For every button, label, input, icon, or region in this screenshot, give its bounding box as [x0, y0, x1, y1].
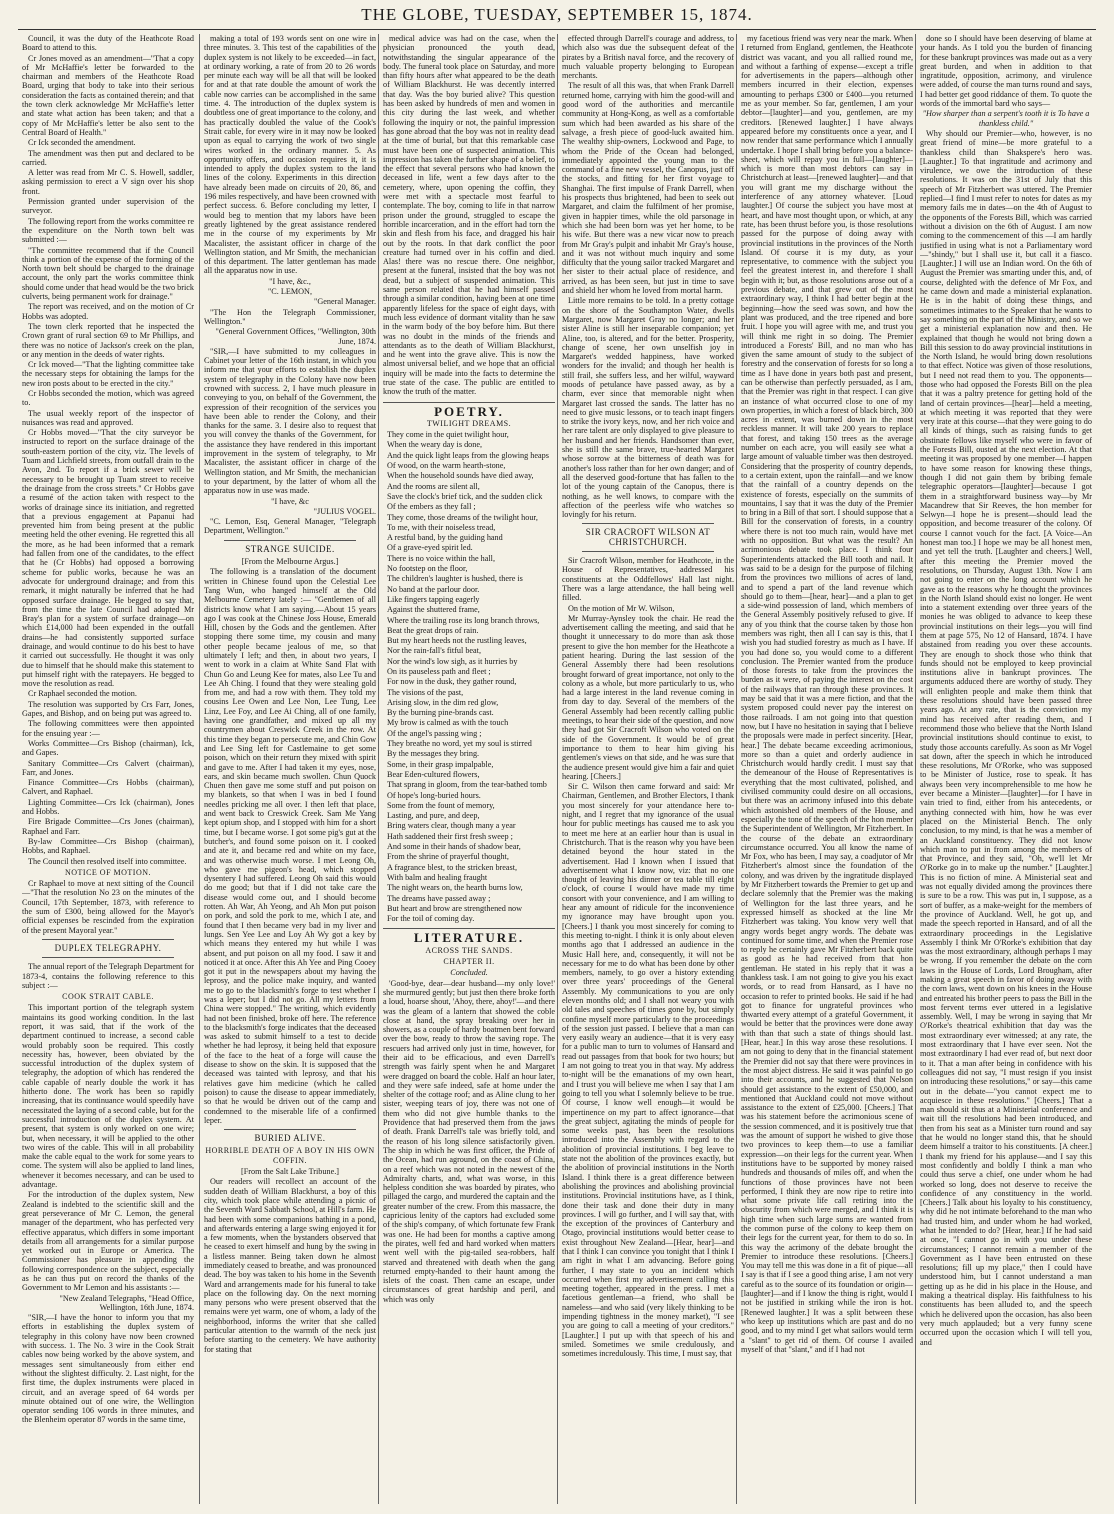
paragraph: The following committees were then appointed for the ensuing year :—: [22, 719, 194, 738]
column-divider: [557, 34, 558, 1504]
paragraph: my facetious friend was very near the mark. When I returned from England, gentlemen, the Heathcote district was vacant, and you all rallied round me, and without a farthing of expense—except a trifle for advertisements in the papers—although other members incurred in their election, expenses amounting to perhaps £300 or £400—you returned me as your member. So far, gentlemen, I am your debtor—[laughter]—and you, gentlemen, are my creditors. [Renewed laughter.] I have always appeared before my constituents once a year, and I now render that same performance which I annually undertake. I hope I shall bring before you a balance-sheet, which will repay you in full—[laughter]—which is more than most debtors can say in Christchurch at least—[renewed laughter]—and that you will grant me my discharge without the interference of any attorney whatever. [Loud laughter.] Of course the subject you have most at heart, and have most thought upon, or which, at any rate, has been thrust before you, is those resolutions passed for the purpose of doing away with provincial institutions in the provinces of the North Island. Of course it is my duty, as your representative, to commence with the subject you feel the greatest interest in, and therefore I shall begin with it; but, as those resolutions arose out of a previous debate, and that grew out of the most extraordinary way, I think I had better begin at the beginning—how the seed was sown, and how the plant was produced, and the tree ripened and bore fruit. I hope you will agree with me, and trust you will think me right in so doing. The Premier introduced a Forests' Bill, and no man who has given the same amount of study to the subject of forestry and the conservation of forests for so long a time as I have done in years both past and present, can be otherwise than perfectly persuaded, as I am, that the Premier was right in that respect. I can give an instance of what occurred close to one of my own properties, in which a forest of black birch, 300 acres in extent, was burned down in the most reckless manner. It will take 200 years to replace that forest, and taking 150 trees as the average number on each acre, you will easily see what a large amount of valuable timber was then destroyed. Considering that the prosperity of country depends, to a certain extent, upon the rainfall—and we know that the rainfall of a country depends on the existence of forests, especially on the summits of mountains, I say that it was the duty of the Premier to bring in a Bill of that sort. I should suppose that a Bill for the conservation of forests, in a country where there is not too much rain, would have met with no opposition. But what was the result? An acrimonious debate took place. I think four Superintendents attacked the Bill tooth and nail. It was said to be a design for the purpose of filching from the provinces two millions of acres of land, and to spend a part of the land revenue which should go to them—[hear, hear]—and a plan to get a side-wind possession of land, which members of the General Assembly positively refused to give. If any of you think that the course taken by those hon members was right, then all I can say is this, that I wish you had studied forestry as much as I have. If you had done so, you would come to a different conclusion. The Premier wanted from the produce of those forests to take from the provinces the burden as it were, of paying the interest on the cost of the railways that ran through these provinces. It may be said that it was a mere fiction, and that the system proposed could never pay the interest on those railroads. I am not going into that question now, but I have no hesitation in saying that I believe the proposals were made in perfect sincerity. [Hear, hear.] The debate became exceeding acrimonious, more so than a quiet and orderly audience in Christchurch would hardly credit. I must say that the demeanour of the House of Representatives is everything that the most cultivated, polished, and civilised community could desire on all occasions, but there was an acrimony infused into this debate which astonished old members of the House, and especially the tone of the speech of the hon member the Superintendent of Wellington, Mr Fitzherbert. In the course of the debate an extraordinary circumstance occurred. You all know the name of Mr Fox, who has been, I may say, a coadjutor of Mr Fitzherbert's almost since the foundation of the colony, and was driven by the ingratitude displayed by Mr Fitzherbert towards the Premier to get up and declare solemnly that the Premier was the making of Wellington for the last three years, and he expressed himself as shocked at the line Mr Fitzherbert was taking. You know very well that angry words beget angry words. The debate was continued for some time, and when the Premier rose to reply he certainly gave Mr Fitzherbert back quite as good as he had received from that hon gentleman. He stated in his reply that it was a thankless task. I am not going to give you his exact words, or to read from Hansard, as I have no occasion to refer to printed books. He said if he had got to finance for ungrateful provinces who thwarted every attempt of a grateful Government, it would be better that the provinces were done away with than that such a state of things should last. [Hear, hear.] In this way arose these resolutions. I am not going to deny that in the financial statement the Premier did not say that there were provinces in the most abject distress. He said it was painful to go into their accounts, and he suggested that Nelson should get assistance to the extent of £50,000, and mentioned that Auckland could not move without assistance to the extent of £25,000. [Cheers.] That was his statement before the acrimonious scene of the session commenced, and it is positively true that was the amount of support he wished to give those two provinces to keep them—to use a familiar expression—on their legs for the current year. When institutions have to be supported by money raised hundreds and thousands of miles off, and when the functions of those provinces have not been performed, I think they are now ripe to retire into what some private life call retiring into the obscurity from which were merged, and I think it is high time when such large sums are wanted from the common purse of the colony to keep them on their legs for the current year, for them to do so. In this way the acrimony of the debate brought the Premier to introduce these resolutions. [Cheers.] You may tell me this was done in a fit of pique—all I say is that if I see a good thing arise, I am not very careful as to the source of its foundation or origin—[laughter]—and if I know the thing is right, would I not be justified in striking while the iron is hot. [Renewed laughter.] It was a split between these who keep up institutions which are past and do no good, and to my mind I get what sailors would term a "slant" to get rid of them. Of course I availed myself of that "slant," and if I had not: [741, 34, 913, 1354]
paragraph: Cr Raphael to move at next sitting of the Council—"That the resolution No 23 on the minutes of the Council, 17th September, 1873, with reference to the sum of £300, being allowed for the Mayor's official expenses be rescinded from the expiration of the present Mayoral year.": [22, 879, 194, 935]
paragraph: The amendment was then put and declared to be carried.: [22, 148, 194, 167]
poem-line: My brow is calmed as with the touch: [387, 718, 509, 728]
paragraph: The resolution was supported by Crs Farr, Jones, Gapes, and Bishop, and on being put was agreed to.: [22, 699, 194, 719]
column-3: [383, 34, 555, 1504]
section-heading: COOK STRAIT CABLE.: [62, 992, 154, 1002]
poem-line: Of wood, on the warm hearth-stone,: [387, 461, 506, 471]
divider: [42, 939, 174, 940]
poem-line: Save the clock's brief tick, and the sudden click: [387, 491, 543, 501]
poem-line: Of hope's long-buried hours.: [387, 790, 481, 800]
column-divider: [199, 34, 200, 1504]
paragraph: The result of all this was, that when Frank Darrell returned home, carrying with him the good-will and good word of the authorities and mercantile community at Hong-Kong, as well as a comfortable sum which had been awarded as his share of the salvage, a fresh piece of good-luck awaited him. The wealthy ship-owners, Lockwood and Page, to whom the Pride of the Ocean had belonged, immediately appointed the young man to the command of a fine new vessel, the Canopus, just off the stocks, and fitting for her first voyage to Shanghai. The first impulse of Frank Darrell, when his prospects thus brightened, had been to seek out Margaret, and claim the fulfilment of her promise, given in happier times, while the old parsonage in which she had been born was yet her home, to be his wife. But there was a new vicar now to preach from Mr Gray's pulpit and inhabit Mr Gray's house, and it was not without much inquiry and some difficulty that the young sailor tracked Margaret and her sister to their actual place of residence, and arrived, as has been seen, but just in time to save and shield her whom he loved from mortal harm.: [562, 81, 734, 296]
poem-line: Bring waters clear, though many a year: [387, 821, 516, 831]
poem-line: They breathe no word, yet my soul is stirred: [387, 739, 532, 749]
poem-line: The visions of the past,: [387, 687, 464, 697]
poem-line: Of the embers as they fall ;: [387, 502, 476, 512]
poem-line: Like fingers tapping eagerly: [387, 594, 480, 604]
paragraph: Cr Raphael seconded the motion.: [28, 689, 137, 699]
chapter-title: CHAPTER II.: [443, 957, 495, 967]
paragraph: Cr Hobbs moved—"That the city surveyor be instructed to report on the surface drainage of the south-eastern portion of the city, viz. The levels of Tuam and Lichfield streets, from outfall drain to the Avon, 2nd. To report if a brick sewer will be necessary to be brought up Tuam street to receive the drainage from the cross streets." Cr Hobbs gave a resumé of the action taken with respect to the works of drainage since its initiation, and regretted that a previous engagement at Papanui had prevented him from being present at the public meeting held the other evening. He regretted this all the more, as he had been informed that a remark had fallen from one of the candidates, to the effect that he (Cr Hobbs) had opposed a borrowing scheme for public works, because he was an advocate for underground drainage; and from this remark, it might naturally be inferred that he had opposed surface drainage. He begged to say that, from the time the late Council had adopted Mr Bray's plan for a system of surface drainage—on which £14,000 had been expended in the outfall drains—he had consistently supported surface drainage, and would continue to do his best to have it carried out successfully. He thought it was only due to himself that he should make this statement to put himself right with the ratepayers. He begged to move the resolution as read.: [22, 428, 194, 689]
paragraph: "The committee recommend that if the Council think a portion of the expense of the forming of the North town belt should be charged to the drainage account, the only part the works committee think should come under that head would be the two brick culverts, being permanent work for drainage.": [22, 245, 194, 302]
paragraph: The following report from the works committee re the expenditure on the North town belt was submitted :—: [22, 216, 194, 245]
column-1: [22, 34, 194, 1504]
poem-line: From the shrine of prayerful thought,: [387, 852, 509, 862]
signature-line: "I have, &c.,: [269, 276, 311, 286]
paragraph: For the introduction of the duplex system, New Zealand is indebted to the scientific skill and the great perseverance of Mr C. Lemon, the general manager of the department, who has perfected very effective apparatus, which differs in some important details from all arrangements for a similar purpose yet worked out in Europe or America. The Commissioner has pleasure in appending the following correspondence on the subject, especially as he can thus put on record the thanks of the Government to Mr Lemon and his assistants :—: [22, 1190, 194, 1293]
poem-line: And the quick light leaps from the glowing heaps: [387, 450, 549, 460]
divider: [582, 523, 714, 524]
poem-line: The night wears on, the hearth burns low,: [387, 883, 523, 893]
article-subheading: HORRIBLE DEATH OF A BOY IN HIS OWN COFFIN.: [205, 1146, 375, 1165]
poem-line: Where the trailing rose its long branch throws,: [387, 615, 540, 625]
poem-line: Of the angel's passing wing ;: [387, 728, 482, 738]
paragraph: Cr Ick moved—"That the lighting committee take the necessary steps for obtaining the lamps for the new iron posts about to be erected in the city.": [22, 360, 194, 388]
poem-line: To me, with their noiseless tread,: [387, 522, 496, 532]
paragraph: Sir C. Wilson then came forward and said: Mr Chairman, Gentlemen, and Brother Electors, I thank you most sincerely for your attendance here to-night, and I regret that my ignorance of the usual hour for public meetings has caused me to ask you to meet me here at an earlier hour than is usual in Christchurch. That is the reason why you have been detained beyond the hour stated in the advertisement. Had I known when I issued that advertisement what I know now, viz: that no one thought of leaving his dinner or tea table till eight o'clock, of course I would have made my time consort with your convenience, and I am willing to hear any amount of ridicule for the inconvenience my ignorance may have brought upon you. [Cheers.] I thank you most sincerely for coming to this meeting to-night. I think it is only about eleven months ago that I addressed an audience in the Music Hall here, and, consequently, it will not be necessary for me to do what has been done by other members, namely, to go over a history extending over three years' proceedings of the General Assembly. My communications to you are only eleven months old; and I shall not weary you with old tales and speeches of times gone by, but simply confine myself more particularly to the proceedings of the session just passed. I believe that a man can very easily weary an audience—that it is very easy for a public man to turn to volumes of Hansard and read out passages from that book for two hours; but I am not going to treat you in that way. My address to-night will be the emanations of my own heart, and I trust you will believe me when I say that I am going to tell you what I solemnly believe to be true. Of course, I know well enough—it would be impertinence on my part to affect ignorance—that the great subject, agitating the minds of people for some weeks past, has been the resolutions introduced into the Assembly with regard to the abolition of provincial institutions. I beg leave to state not the abolition of the provinces exactly, but the abolition of provincial institutions in the North Island. I think there is a great difference between abolishing the provinces and abolishing provincial institutions. Provincial institutions have, as I think, done their task and done their duty in many provinces. I will go further, and I will say that, with the exception of the provinces of Canterbury and Otago, provincial institutions would better cease to exist throughout New Zealand—[Hear, hear]—and that I think I can convince you tonight that I think I am right in what I am advancing. Before going further, I may state to you an incident which occurred when first my advertisement calling this meeting together, appeared in the press. I met a facetious gentleman—a friend, who shall be nameless—and who said (very likely thinking to be impending tightness in the money market), "I see you are going to call a meeting of your creditors." [Laughter.] I put up with that speech of his and smiled. Sometimes we smile credulously, and sometimes incredulously. This time, I must say, that: [562, 782, 734, 1359]
column-divider: [378, 34, 379, 1504]
divider: [582, 551, 714, 552]
poem-line: The dreams have passed away ;: [387, 893, 491, 903]
poem-line: For the toil of coming day.: [387, 914, 475, 924]
paragraph: The Council then resolved itself into committee.: [28, 856, 187, 866]
source-line: [From the Salt Lake Tribune.]: [240, 1167, 339, 1177]
section-title: POETRY.: [383, 402, 555, 416]
poem-line: They come, those dreams of the twilight hour,: [387, 512, 538, 522]
paragraph: Sir Cracroft Wilson, member for Heathcote, in the House of Representatives, addressed his constituents at the Oddfellows' Hall last night. There was a large attendance, the hall being well filled.: [562, 556, 734, 603]
poem-line: By the burning pine-brands cast.: [387, 708, 494, 718]
paragraph: A letter was read from Mr C. S. Howell, saddler, asking permission to erect a V sign over his shop front.: [22, 168, 194, 196]
column-2: [204, 34, 376, 1504]
paragraph: making a total of 193 words sent on one wire in three minutes. 3. This test of the capabilities of the duplex system is not likely to be exceeded—in fact, at ordinary working, a rate of from 20 to 26 words per minute each way will be all that will be looked for and at that rate double the amount of work the cable now carries can be accomplished in the same time. 4. The introduction of the duplex system is doubtless one of great importance to the colony, and has practically doubled the value of the Cook's Strait cable, for every wire in it may now be looked upon as equal to carrying the work of two single wires worked in the ordinary manner. 5. As opportunity offers, and occasion requires it, it is intended to apply the duplex system to the land lines of the colony. Experiments in this direction have already been made on circuits of 20, 86, and 196 miles respectively, and have been crowned with perfect success. 6. Before concluding my letter, I would beg to mention that my labors have been greatly lightened by the great assistance rendered me in the course of my experiments by Mr Macalister, the assistant officer in charge of the Wellington station, and Mr Smith, the mechanician of this department. The latter gentleman has made all the apparatus now in use.: [204, 34, 376, 276]
paragraph: The usual weekly report of the inspector of nuisances was read and approved.: [22, 408, 194, 427]
paragraph: "SIR,—I have the honor to inform you that my efforts in establishing the duplex system of telegraphy in this colony have now been crowned with success. 1. The No. 3 wire in the Cook Strait cables now being worked by the above system, and messages sent simultaneously from either end without the slightest difficulty. 2. Last night, for the first time, the duplex instruments were placed in circuit, and an average speed of 64 words per minute obtained out of one wire, the Wellington operator sending 106 words in three minutes, and the Blenheim operator 87 words in the same time,: [22, 1313, 194, 1425]
signature-line: "The Hon the Telegraph Commissioner, Wellington.": [204, 307, 376, 326]
poem-line: And the rooms are silent all,: [387, 481, 480, 491]
story-title: ACROSS THE SANDS.: [425, 945, 513, 955]
paragraph: medical advice was had on the case, when the physician pronounced the youth dead, notwithstanding the singular appearance of the body. The funeral took place on Saturday, and more than fifty hours after what appeared to be the death of William Blackhurst. He was decently interred that day. Was the boy buried alive? This question has been asked by hundreds of men and women in this city during the last week, and whether following the inquiry or not, the painful impression has gone abroad that the boy was not in reality dead at the time of burial, but that this remarkable case must have been one of suspected animation. This impression has taken the further shape of a belief, to the effect that several persons who had known the deceased in life, went a few days after to the cemetery, where, upon opening the coffin, they were met with a spectacle most fearful to contemplate. The boy, coming to life in that narrow prison under the ground, struggled to escape the horrible incarceration, and in the effort had torn the skin and flesh from his face, and dragged his hair out by the roots. In that dark conflict the poor creature had turned over in his coffin and died. Alas! there was no rescue there. One neighbor, present at the funeral, insisted that the boy was not dead, but a subject of suspended animation. This same person related that he had himself passed through a similar condition, having been at one time apparently lifeless for the space of eight days, with much less evidence of dormant vitality than he saw in the warm body of the boy before him. But there was no doubt in the minds of the friends and attendants as to the death of William Blackhurst, and he went into the grave alive. This is now the almost universal belief, and we hope that an official inquiry will be made into the facts to determine the true state of the case. The public are entitled to know the truth of the matter.: [383, 34, 555, 397]
paragraph: Sanitary Committee—Crs Calvert (chairman), Farr, and Jones.: [22, 758, 194, 777]
paragraph: This important portion of the telegraph system maintains its good working condition. In the last report, it was said, that if the work of the department continued to increase, a second cable would probably soon be required. This costly necessity has, however, been obviated by the successful introduction of the duplex system of telegraphy, the adoption of which has rendered the cable capable of nearly double the work it has hitherto done. The work has been so rapidly increasing, that its continuance would speedily have necessitated the laying of a second cable, but for the successful introduction of the duplex system. At present, that system is only worked on one wire; but, when necessary, it will be applied to the other two wires of the cable. This will in all probability make the cable equal to the work for some years to come. The system will also be applied to land lines, whenever it becomes necessary, and can be used to advantage.: [22, 1003, 194, 1190]
poem-line: Nor the rain-fall's fitful beat,: [387, 646, 482, 656]
poem-line: For now in the dusk, they gather round,: [387, 677, 517, 687]
masthead-rule: [18, 29, 1096, 30]
signature-line: "JULIUS VOGEL.: [313, 506, 376, 516]
poem-line: Against the shuttered frame,: [387, 605, 480, 615]
paragraph: Permission granted under supervision of the surveyor.: [22, 197, 194, 216]
source-line: [From the Melbourne Argus.]: [241, 557, 339, 567]
poem-line: There is no voice within the hall,: [387, 553, 496, 563]
paragraph: Why should our Premier—who, however, is no great friend of mine—be more grateful to a thankless child than Shakspere's hero was. [Laughter.] To that ingratitude and acrimony and virulence, we owe the introduction of these resolutions. It was on the 31st of July that this speech of Mr Fitzherbert was uttered. The Premier replied—I find I must refer to notes for dates as my memory fails me in dates—on the 4th of August to the opponents of the Forests Bill, which was carried without a division on the 6th of August. I am now coming to the commencement of this —I am hardly justified in using what is not a Parliamentary word—"shindy," but I shall use it, but call it a fiasco. [Laughter.] I will use an Indian word. On the 6th of August the Premier was smarting under this, and, of course, delighted with the defence of Mr Fox, and he came down and made a ministerial explanation. He is in the habit of doing these things, and sometimes intimates to the Speaker that he wants to say something on the part of the Ministry, and so we get a ministerial explanation now and then. He explained that though he would not bring down a Bill this session to do away provincial institutions in the North Island, he would bring down resolutions to that effect. Notice was given of those resolutions, but I need not read them to you. The opponents—those who had opposed the Forests Bill on the plea that it was a paltry pretence for getting hold of the land of certain provinces—[hear]—held a meeting, at which meeting it was reported that they were very irate at this course—that they were going to do all kinds of things, such as raising funds to get obstinate fellows like myself who were in favor of the Forests Bill, ousted at the next election. At that meeting it was proposed by one member—I happen to have some reason for knowing these things, though I did not gain them by bribing female telegraphic operators—[laughter]—because I got them in a straightforward business way—by Mr Macandrew that Sir Reeves, the hon member for Selwyn—I hope he is present—should lead the opposition, and become treasurer of the colony. Of course I cannot vouch for the fact. [A Voice—An honest man too.] I hope we may be all honest men, and yet tell the truth. [Laughter and cheers.] Well, after this meeting the Premier moved the resolutions, on Thursday, August 13th. Now I am not going to enter on the long account which he gave as to the reasons why he thought the provinces in the North Island should exist no longer. He went into a statement extending over three years of the monies he was obliged to advance to keep these provincial institutions on their legs—you will find them at page 575, No 12 of Hansard, 1874. I have abstained from reading you over these accounts. They are enough to shock those who think that funds should not be employed to keep provincial institutions alive in bankrupt provinces. The arguments adduced there are worthy of study. They will enlighten people and make them think that these resolutions should have been passed three years ago. At any rate, that is the conviction my mind has received after reading them, and I recommend those who believe that the North Island provincial institutions should continue to exist, to study those accounts carefully. As soon as Mr Vogel sat down, after the speech in which he introduced these resolutions, Mr O'Rorke, who was supposed to be Minister of Justice, rose to speak. It has always been very incomprehensible to me how he ever became a Minister—[laughter]—for I have in vain tried to find, either from his antecedents, or anything connected with him, how he was ever placed on the Ministerial Bench. The only conclusion, to my mind, is that he was a member of an Auckland constituency. They did not know which man to put in from among the members of that Province, and they said, "Oh, we'll let Mr O'Rorke go in to make up the number." [Laughter.] This is no fiction of mine. A Ministerial seat and was not equally divided among the provinces there is sure to be a row. This was put in, I suppose, as a sort of buffer, as a make-weight for the members of the province of Auckland. Well, he got up, and made the speech reported in Hansard, and of all the extraordinary proceedings in the Legislative Assembly I think Mr O'Rorke's exhibition that day was the most extraordinary, although perhaps I may be wrong. If you remember the debate on the corn laws in the House of Lords, Lord Brougham, after making a great speech in favor of doing away with the corn laws, went down on his knees in the House and entreated his brother peers to pass the Bill in the most fervent terms ever uttered in a legislative assembly. Well, I may be wrong in saying that Mr O'Rorke's theatrical exhibition that day was the most extraordinary ever witnessed; at any rate, the most extraordinary that I have ever seen. Not the most extraordinary I had ever read of, but next door to it. That a man after being in confidence with his colleagues did not say, "I must resign if you insist on introducing these resolutions," or say—this came out in the debate—"you cannot expect me to acquiesce in these resolutions." [Cheers.] That a man should sit thus at a Ministerial conference and wait till the resolutions had been introduced, and then from his seat as a Minister turn round and say that he would no longer stand this, that he should deem himself a traitor to his constituents. [A cheer.] I thank my friend for his applause—and I say this most confidently and boldly I think a man who could thus serve a chief, one under whom he had worked so long, does not deserve to receive the confidence of any constituency in the world. [Cheers.] Talk about his loyalty to his constituency, why did he not intimate beforehand to the man who had trusted him, and under whom he had worked, what he intended to do? [Hear, hear.] If he had said at once, "I cannot go in with you under these circumstances; I cannot remain a member of the Government as I have been entrusted on these resolutions; fill up my place," then I could have understood him, but I cannot understand a man getting up as he did in his place in the House, and making a theatrical display. His faithfulness to his constituents has been alluded to, and the speech which he delivered upon the occasion, has also been very much applauded; but a very funny scene occurred upon the occasion which I will tell you, and: [920, 128, 1092, 1347]
poem-line: Nor the wind's low sigh, as it hurries by: [387, 656, 518, 666]
poem-line: By the messages they bring.: [387, 749, 480, 759]
paragraph: Our readers will recollect an account of the sudden death of William Blackhurst, a boy of this city, which took place while attending a picnic of the Seventh Ward Sabbath School, at Hill's farm. He had been with some companions bathing in a pond, and afterwards entering a large swing enjoyed it for a few moments, when the bystanders observed that he ceased to exert himself and hung by the swing in a listless manner. Being taken down he almost immediately ceased to breathe, and was pronounced dead. The boy was taken to his home in the Seventh Ward and arrangements made for his funeral to take place on the following day. On the next morning many persons who were present observed that the remains were yet warm, one of whom, a lady of the neighborhood, informs the writer that she called particular attention to the warmth of the neck just before starting to the cemetery. We have authority for stating that: [204, 1177, 376, 1354]
column-5: [741, 34, 913, 1504]
signature-line: "I have, &c: [271, 496, 309, 506]
poem-line: But heart and brow are strengthened now: [387, 903, 523, 913]
column-4: [562, 34, 734, 1504]
divider: [224, 1129, 356, 1130]
poem-line: Some, in their grasp impalpable,: [387, 759, 494, 769]
paragraph: Council, it was the duty of the Heathcote Road Board to attend to this.: [22, 34, 194, 53]
paragraph: Finance Committee—Crs Hobbs (chairman), Calvert, and Raphael.: [22, 778, 194, 797]
letter-header: "New Zealand Telegraphs, "Head Office, Wellington, 16th June, 1874.: [59, 1293, 194, 1312]
poem-line: On its pauseless path and fleet ;: [387, 667, 491, 676]
quotation: "How sharper than a serpent's tooth it is To have a thankless child.": [922, 109, 1090, 128]
signature-line: "General Manager.: [314, 297, 376, 307]
paragraph: Little more remains to be told. In a pretty cottage on the shore of the Southampton Water, dwells Margaret, now Margaret Gray no longer; and her sister Aline is still her inseparable companion; yet Aline, too, is altered, and for the better. Prosperity, change of scene, her own unselfish joy in Margaret's wedded happiness, have worked wonders for the invalid; and though her health is still frail, she suffers less, and her wilful, wayward moods of petulance have passed away, as by a charm, ever since that memorable night when Margaret last crossed the sands. The latter has no need to give music lessons, or to teach inapt fingers to strike the ivory keys, now, and her rich voice and her rare talent are only displayed to give pleasure to her husband and her friends. Handsomer than ever, she is still the same brave, true-hearted Margaret whose sorrow at the bitterness of death was for another's loss rather than for her own danger; and of all the deserved good-fortune that has fallen to the lot of the young captain of the Canopus, there is nothing, as he well knows, to compare with the affection of the peerless wife who watches so lovingly for his return.: [562, 296, 734, 520]
poem-line: When the household sounds have died away,: [387, 471, 534, 481]
paragraph: On the motion of Mr W. Wilson,: [568, 603, 675, 613]
poem-line: That sprang in gloom, from the tear-bathed tomb: [387, 780, 547, 790]
paragraph: Fire Brigade Committee—Crs Jones (chairman), Raphael and Farr.: [22, 817, 194, 836]
article-heading: BURIED ALIVE.: [254, 1133, 326, 1144]
paragraph: The report was received, and on the motion of Cr Hobbs was adopted.: [22, 302, 194, 321]
paragraph: Lighting Committee—Crs Ick (chairman), Jones and Hobbs.: [22, 797, 194, 817]
paragraph: Cr Hobbs seconded the motion, which was agreed to.: [22, 388, 194, 408]
paragraph: 'Good-bye, dear—dear husband—my only love!' she murmured gently; but just then there broke forth a loud, hoarse shout, 'Ahoy, there, ahoy!'—and there was the gleam of a lantern that showed the coble close at hand, the spray breaking over her in showers, as a couple of hardy boatmen bent forward over the bow, ready to throw the saving rope. The rescuers had arrived only just in time, however, for their aid to be efficacious, and even Darrell's strength was fairly spent when he and Margaret were dragged on board the coble. Half an hour later, and they were safe indeed, safe at home under the shelter of the cottage roof; and as Aline clung to her sister, weeping tears of joy, there was not one of them who did not give humble thanks to the Providence that had preserved them from the jaws of death. Frank Darrell's tale was briefly told, and the reason of his long silence satisfactorily given. The ship in which he was first officer, the Pride of the Ocean, had run aground, on the coast of China, on a reef which was not noted in the newest of the Admiralty charts, and, what was worse, in this helpless condition she was boarded by pirates, who pillaged the cargo, and murdered the captain and the greater number of the crew. From this massacre, the capricious lenity of the captors had excluded some of the ship's company, of which fortunate few Frank was one. He had been for months a captive among the pirates, well fed and hard worked when matters went well with the pig-tailed sea-robbers, half starved and threatened with death when the gang returned empty-handed to their haunt among the islets of the coast. Then came an escape, under circumstances of great hardship and peril, and which was only: [383, 978, 555, 1304]
poem-line: Lasting, and pure, and deep,: [387, 811, 480, 821]
poem: [383, 430, 555, 923]
poem-line: With balm and healing fraught: [387, 872, 488, 882]
paragraph: Mr Murray-Aynsley took the chair. He read the advertisement calling the meeting, and said that he thought it unnecessary to do more than ask those present to give the hon member for the Heathcote a patient hearing. During the last session of the General Assembly there had been resolutions brought forward of great importance, not only to the colony as a whole, but more particularly to us, who had a large interest in the land revenue coming in from day to day. Several of the members of the General Assembly had been recently calling public meetings, to hear their side of the question, and now they had got Sir Cracroft Wilson who voted on the side of the Government. It would be of great importance to them to hear him giving his gentlemen's views on that side, and he was sure that the audience present would give him a fair and quiet hearing. [Cheers.]: [562, 613, 734, 781]
concluded-note: Concluded.: [450, 968, 488, 978]
poem-line: Some from the fount of memory,: [387, 800, 495, 810]
poem-line: A restful band, by the guiding hand: [387, 533, 503, 543]
signature-line: "C. Lemon, Esq, General Manager, "Telegraph Department, Wellington.": [204, 517, 376, 536]
paragraph: Cr Jones moved as an amendment—"That a copy of Mr McHaffie's letter be forwarded to the chairman and members of the Heathcote Road Board, urging that body to take into their serious consideration the facts as contained therein; and that the town clerk acknowledge Mr McHaffie's letter and state what action has been taken; and that a copy of Mr McHaffie's letter be also sent to the Central Board of Health.": [22, 53, 194, 137]
paragraph: done so I should have been deserving of blame at your hands. As I told you the burden of financing for these bankrupt provinces was made out as a very great burden, and when in addition to that ingratitude, opposition, acrimony, and virulence were added, of course the man turns round and says, I had better get good riddance of them. To quote the words of the immortal bard who says—: [920, 34, 1092, 109]
divider: [224, 540, 356, 541]
poem-line: A fragrance blest, to the stricken breast,: [387, 862, 518, 872]
poem-line: No band at the parlour door.: [387, 584, 480, 594]
divider: [42, 957, 174, 958]
paragraph: effected through Darrell's courage and address, to which also was due the subsequent defeat of the pirates by a British naval force, and the recovery of much valuable property belonging to European merchants.: [562, 34, 734, 81]
poem-line: They come in the quiet twilight hour,: [387, 430, 509, 440]
section-heading: NOTICE OF MOTION.: [64, 867, 152, 877]
paragraph: The annual report of the Telegraph Department for 1873-4, contains the following reference to this subject :—: [22, 962, 194, 990]
section-title: LITERATURE.: [383, 928, 555, 942]
paragraph: The following is a translation of the document written in Chinese found upon the Celestial Lee Tang Wun, who hanged himself at the Old Melbourne Cemetery lately :— "Gentlemen of all districts know what I am saying.—About 15 years ago I was cook at the Chinese Joss House, Emerald Hill, chosen by the Gods and the gentlemen. After stopping there some time, my cousin and many other people became jealous of me, so that ultimately I left; and then, in about two years, I went to work in a claim at White Sand Flat with Chun Go and Leung Kee for mates, also Lee Tu and Lee Ah Ching. I found that they were stealing gold from me, and had a row with them. They told my cousins Lee Owen and Lee Non, Lee Tung, Lee Linz, Lee Foy, and Lee Ai Ching, all of one family, having one grandfather, and mixed up all my countrymen about Creswick Creek in the row. At this time they began to persecute me, and Chin Gow and Lee Sing left for Castlemaine to get some poison, which on their return they mixed with spirit and gave to me. After I had taken it my eyes, nose, ears, and skin became much swollen. Chun Quock Chuen then gave me some stuff and put poison on my blankets, so that when I was in bed I found needles pricking me all over. I then left that place, and went back to Creswick Creek. Sam Me Yang kept opium shop, and I stopped with him for a short time, but I became worse. I got some pig's gut at the butcher's, and found some poison on it. I cooked and ate it, and became red and white on my face, and was otherwise much worse. I met Leong Oh, who gave me pigeon's head, which stopped dysentery I had suffered. Leong Oh said this would do me good; but that if I did not take care the disease would come out, and I should become rotten. Ah War, Ah Yeong, and Ah Mon put poison on pork, and sold the pork to me, which I ate, and found that I then became very bad in my liver and lungs. Sen Yee Lee and Loy Ah Wy got a key by which means they entered my hut while I was absent, and put poison on all my food. I saw it and noticed it at once. After this Ah Yee and Ping Cooey got it put in the newspapers about my having the leprosy, and the police make inquiry, and wanted me to go to the blacksmith's forge to test whether I was a leper; but I did not go. All my letters from China were stopped." The writing, which evidently had not been finished, broke off here. The reference to the blacksmith's forge indicates that the deceased was asked to submit himself to a test to decide whether he had leprosy, it being held that exposure of the face to the heat of a forge will cause the disease to show on the skin. It is supposed that the deceased was tainted with leprosy, and that his relatives gave him medicine (which he called poison) to cause the disease to appear immediately, so that he would be driven out of the camp and condemned to the miserable life of a confirmed leper.: [204, 567, 376, 1125]
poem-line: When the weary day is done,: [387, 440, 483, 450]
poem-line: Hath saddened their first fresh sweep ;: [387, 831, 513, 841]
poem-line: Bear Eden-cultured flowers,: [387, 769, 480, 779]
poem-line: But my heart heeds not the rustling leaves,: [387, 636, 527, 646]
article-heading: STRANGE SUICIDE.: [245, 543, 335, 554]
letter-header: "General Government Offices, "Wellington, 30th June, 1874.: [215, 327, 376, 346]
paragraph: Works Committee—Crs Bishop (chairman), Ick, and Gapes.: [22, 738, 194, 758]
column-6: [920, 34, 1092, 1504]
article-heading: SIR CRACROFT WILSON AT CHRISTCHURCH.: [585, 527, 711, 547]
column-divider: [915, 34, 916, 1504]
paragraph: Cr Ick seconded the amendment.: [28, 138, 136, 148]
poem-line: Beat the great drops of rain.: [387, 625, 479, 635]
paragraph: The town clerk reported that he inspected the Crown grant of rural section 69 to Mr Phillips, and there was no notice of Jackson's creek on the plan, or any mention in the deeds of water rights.: [22, 321, 194, 359]
poem-line: Arising slow, in the dim red glow,: [387, 697, 499, 707]
paragraph: "SIR,—I have submitted to my colleagues in Cabinet your letter of the 16th instant, in which you inform me that your efforts to establish the duplex system of telegraphy in the Colony have now been crowned with success. 2, I have much pleasure in conveying to you, on behalf of the Government, the expression of their recognition of the services you have been able to render the Colony, and their thanks for the same. 3. I desire also to request that you will convey the thanks of the Government, for the assistance they have rendered in this important improvement in the system of telegraphy, to Mr Macalister, the assistant officer in charge of the Wellington station, and Mr Smith, the mechanician to your department, by the latter of whom all the apparatus now in use was made.: [204, 346, 376, 496]
paragraph: By-law Committee—Crs Bishop (chairman), Hobbs, and Raphael.: [22, 836, 194, 856]
masthead: THE GLOBE, TUESDAY, SEPTEMBER 15, 1874.: [361, 5, 753, 24]
poem-line: The children's laughter is hushed, there is: [387, 574, 523, 584]
poem-line: No footstep on the floor,: [387, 564, 468, 574]
poem-line: And some in their hands of shadow bear,: [387, 842, 521, 852]
signature-line: "C. LEMON,: [267, 287, 313, 297]
poem-title: TWILIGHT DREAMS.: [426, 418, 512, 428]
article-heading: DUPLEX TELEGRAPHY.: [54, 942, 162, 953]
poem-line: Of a grave-eyed spirit led.: [387, 543, 473, 553]
column-divider: [736, 34, 737, 1504]
